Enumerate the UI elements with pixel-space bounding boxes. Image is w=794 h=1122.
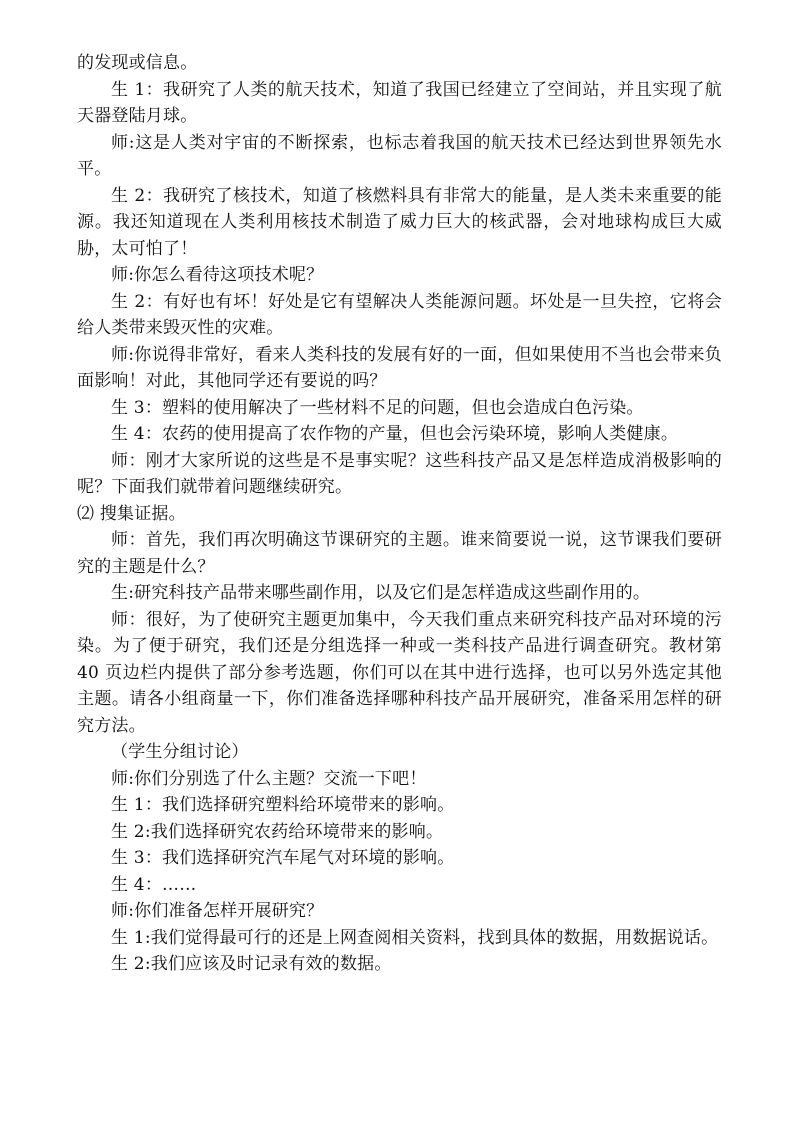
paragraph: 生 1：我们选择研究塑料给环境带来的影响。	[111, 795, 455, 815]
paragraph: 生 2：我研究了核技术，知道了核燃料具有非常大的能量，是人类未来重要的能源。我还知道现在人类利用核技术制造了威力巨大的核武器，会对地球构成巨大威胁，太可怕了！	[77, 185, 722, 259]
paragraph: （学生分组讨论）	[111, 742, 249, 762]
paragraph: 生 2：有好也有坏！好处是它有望解决人类能源问题。坏处是一旦失控，它将会给人类带来毁灭性的灾难。	[77, 291, 722, 338]
paragraph: 师:你们分别选了什么主题？交流一下吧！	[111, 768, 427, 789]
paragraph: 生 2:我们应该及时记录有效的数据。	[111, 954, 392, 974]
paragraph: 师:这是人类对宇宙的不断探索，也标志着我国的航天技术已经达到世界领先水平。	[77, 132, 722, 179]
paragraph: 师:你说得非常好，看来人类科技的发展有好的一面，但如果使用不当也会带来负面影响！对此，其他同学还有要说的吗？	[77, 344, 722, 391]
paragraph: 生 1:我们觉得最可行的还是上网查阅相关资料，找到具体的数据，用数据说话。	[111, 927, 719, 948]
paragraph: 的发现或信息。	[77, 53, 198, 73]
section-heading: ⑵ 搜集证据。	[77, 503, 186, 524]
document-page	[77, 50, 722, 978]
paragraph: 生 4：农药的使用提高了农作物的产量，但也会污染环境，影响人类健康。	[111, 424, 679, 444]
paragraph: 生:研究科技产品带来哪些副作用，以及它们是怎样造成这些副作用的。	[111, 583, 651, 603]
paragraph: 生 3：我们选择研究汽车尾气对环境的影响。	[111, 848, 455, 868]
paragraph: 生 1：我研究了人类的航天技术，知道了我国已经建立了空间站，并且实现了航天器登陆月球。	[77, 79, 722, 126]
paragraph: 师：刚才大家所说的这些是不是事实呢？这些科技产品又是怎样造成消极影响的呢？下面我们就带着问题继续研究。	[77, 450, 722, 497]
paragraph: 生 4：……	[111, 874, 197, 895]
paragraph: 生 3：塑料的使用解决了一些材料不足的问题，但也会造成白色污染。	[111, 397, 644, 418]
paragraph: 师:你怎么看待这项技术呢？	[111, 265, 324, 285]
paragraph: 师:你们准备怎样开展研究？	[111, 901, 324, 921]
paragraph: 师：很好，为了使研究主题更加集中，今天我们重点来研究科技产品对环境的污染。为了便于研究，我们还是分组选择一种或一类科技产品进行调查研究。教材第 40 页边栏内提供了部分参考选题，你们可以在其中进行选择，也可以另外选定其他主题。请各小组商量一下，你们准备选择哪种科技产品开展研究，准备采用怎样的研究方法。	[77, 609, 722, 736]
paragraph: 生 2:我们选择研究农药给环境带来的影响。	[111, 821, 444, 842]
paragraph: 师：首先，我们再次明确这节课研究的主题。谁来简要说一说，这节课我们要研究的主题是什么？	[77, 530, 722, 577]
